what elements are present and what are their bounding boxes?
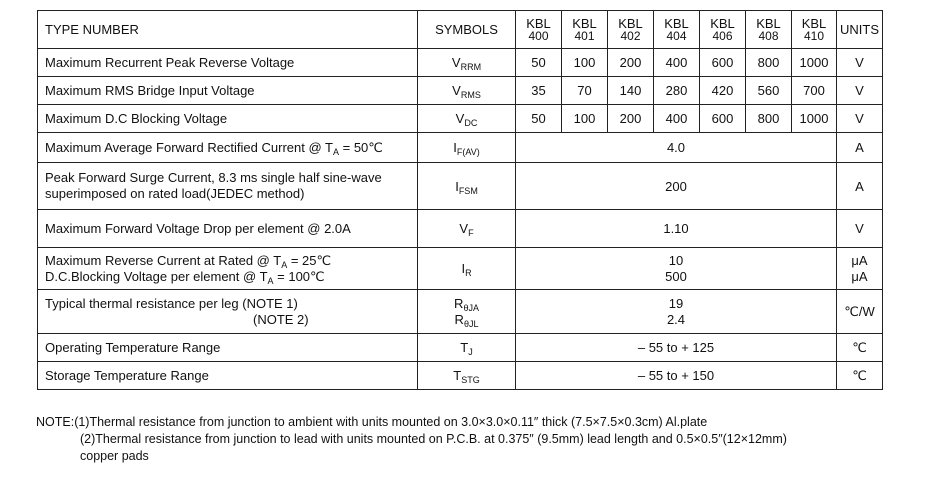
symbol-main: T <box>460 340 469 355</box>
param-text: = 100℃ <box>273 268 325 284</box>
model-code: 401 <box>574 28 595 43</box>
symbol-sub: F(AV) <box>456 147 480 157</box>
table-row <box>38 163 883 210</box>
unit-line: μA <box>851 252 868 268</box>
symbol-sub: DC <box>464 118 478 128</box>
symbol-sub: RRM <box>460 62 482 72</box>
value-cell: – 55 to + 150 <box>516 362 837 390</box>
symbol-cell <box>418 133 516 163</box>
value-line: 500 <box>665 268 687 284</box>
value-cell: 600 <box>700 105 746 133</box>
param-sub: A <box>267 275 274 286</box>
param-text: D.C.Blocking Voltage per element @ T <box>45 268 268 284</box>
symbol-cell <box>418 362 516 390</box>
symbol-cell <box>418 334 516 362</box>
value-cell: 1000 <box>792 105 837 133</box>
value-cell: 420 <box>700 77 746 105</box>
symbol-sub: J <box>468 347 473 357</box>
model-header <box>516 11 562 49</box>
symbol-sub: θJL <box>463 318 479 329</box>
model-prefix: KBL <box>664 15 689 31</box>
param-line <box>45 269 417 285</box>
model-code: 402 <box>620 28 641 43</box>
param-sub: A <box>281 259 288 270</box>
value-line: 10 <box>668 252 684 268</box>
unit-cell: A <box>837 163 883 210</box>
symbol-main: R <box>454 295 464 311</box>
symbol-sub: FSM <box>458 185 478 196</box>
symbol-sub: RMS <box>460 90 481 100</box>
param-line <box>45 253 417 269</box>
value-cell: 4.0 <box>516 133 837 163</box>
value-cell: 400 <box>654 105 700 133</box>
table-row <box>38 362 883 390</box>
value-cell: 35 <box>516 77 562 105</box>
symbol-cell <box>418 77 516 105</box>
symbol-line <box>418 296 515 312</box>
ratings-table <box>37 10 883 390</box>
unit-cell: V <box>837 105 883 133</box>
value-cell <box>516 290 837 334</box>
table-row <box>38 49 883 77</box>
unit-cell: ℃ <box>837 362 883 390</box>
param-text: = 25℃ <box>287 252 332 268</box>
param-text: = 50℃ <box>339 139 383 155</box>
notes-section <box>36 414 916 465</box>
value-cell: 200 <box>516 163 837 210</box>
model-prefix: KBL <box>756 15 781 31</box>
model-header <box>654 11 700 49</box>
parameter-label: Operating Temperature Range <box>38 334 418 362</box>
model-header <box>562 11 608 49</box>
value-cell: 50 <box>516 49 562 77</box>
model-code: 400 <box>528 28 549 43</box>
parameter-label <box>38 163 418 210</box>
symbol-sub: F <box>468 228 474 238</box>
value-line: 2.4 <box>666 311 686 327</box>
symbol-sub: STG <box>461 375 480 385</box>
table-row <box>38 77 883 105</box>
param-line: (NOTE 2) <box>253 311 309 327</box>
model-code: 404 <box>666 28 687 43</box>
symbol-cell <box>418 105 516 133</box>
value-cell: – 55 to + 125 <box>516 334 837 362</box>
parameter-label: Maximum D.C Blocking Voltage <box>38 105 418 133</box>
param-line: Peak Forward Surge Current, 8.3 ms single half sine-wave <box>45 170 382 185</box>
table-row <box>38 248 883 290</box>
parameter-label: Maximum RMS Bridge Input Voltage <box>38 77 418 105</box>
parameter-label: Maximum Forward Voltage Drop per element @ 2.0A <box>38 210 418 248</box>
symbol-cell <box>418 248 516 290</box>
parameter-label: Maximum Recurrent Peak Reverse Voltage <box>38 49 418 77</box>
value-cell: 100 <box>562 49 608 77</box>
param-text: Maximum Reverse Current at Rated @ T <box>45 252 282 268</box>
symbol-cell <box>418 49 516 77</box>
unit-cell: V <box>837 49 883 77</box>
symbol-main: V <box>459 221 469 236</box>
model-prefix: KBL <box>801 15 827 31</box>
symbol-cell <box>418 290 516 334</box>
model-code: 406 <box>712 28 733 43</box>
param-text: Maximum Average Forward Rectified Current @ T <box>45 139 333 155</box>
value-cell: 600 <box>700 49 746 77</box>
value-cell: 700 <box>792 77 837 105</box>
symbol-line <box>418 312 515 328</box>
model-code: 408 <box>758 28 779 43</box>
symbol-main: I <box>453 140 457 155</box>
value-cell: 100 <box>562 105 608 133</box>
model-prefix: KBL <box>572 15 597 31</box>
unit-line: μA <box>851 268 868 284</box>
table-row <box>38 290 883 334</box>
parameter-label <box>38 133 418 163</box>
value-cell: 140 <box>608 77 654 105</box>
symbol-sub: R <box>465 268 472 278</box>
note-line: copper pads <box>80 449 149 463</box>
parameter-label <box>38 248 418 290</box>
symbol-cell <box>418 210 516 248</box>
symbol-main: T <box>453 368 462 383</box>
model-prefix: KBL <box>710 15 735 31</box>
table-row <box>38 334 883 362</box>
note-line: (2)Thermal resistance from junction to lead with units mounted on P.C.B. at 0.375″ (9.5mm) lead length and 0.5×0.5″(12×12mm) <box>80 432 787 446</box>
type-number-header: TYPE NUMBER <box>38 11 418 49</box>
unit-cell: A <box>837 133 883 163</box>
model-header <box>746 11 792 49</box>
symbol-main: V <box>452 83 461 98</box>
model-prefix: KBL <box>526 15 551 31</box>
symbol-main: V <box>455 111 465 126</box>
value-cell: 200 <box>608 105 654 133</box>
value-cell: 70 <box>562 77 608 105</box>
value-cell: 800 <box>746 49 792 77</box>
param-line: Typical thermal resistance per leg (NOTE 1) <box>45 295 298 311</box>
param-sub: A <box>332 146 339 157</box>
model-header <box>608 11 654 49</box>
model-header <box>700 11 746 49</box>
header-row <box>38 11 883 49</box>
value-line: 19 <box>668 295 684 311</box>
model-header <box>792 11 837 49</box>
symbol-main: I <box>461 261 466 276</box>
model-code: 410 <box>803 28 825 43</box>
value-cell: 1.10 <box>516 210 837 248</box>
parameter-label: Storage Temperature Range <box>38 362 418 390</box>
value-cell: 200 <box>608 49 654 77</box>
table-row <box>38 133 883 163</box>
parameter-label <box>38 290 418 334</box>
unit-cell: ℃ <box>837 334 883 362</box>
symbol-cell <box>418 163 516 210</box>
symbols-header: SYMBOLS <box>418 11 516 49</box>
model-prefix: KBL <box>618 15 643 31</box>
table-row <box>38 105 883 133</box>
value-cell: 50 <box>516 105 562 133</box>
units-header: UNITS <box>837 11 883 49</box>
value-cell: 400 <box>654 49 700 77</box>
param-line: superimposed on rated load(JEDEC method) <box>45 186 305 201</box>
unit-cell <box>837 248 883 290</box>
value-cell: 1000 <box>792 49 837 77</box>
unit-cell: V <box>837 210 883 248</box>
unit-cell: ℃/W <box>837 290 883 334</box>
unit-cell: V <box>837 77 883 105</box>
table-row <box>38 210 883 248</box>
value-cell <box>516 248 837 290</box>
symbol-sub: θJA <box>463 302 479 313</box>
note-line: NOTE:(1)Thermal resistance from junction to ambient with units mounted on 3.0×3.0×0.11″ thick (7.5×7.5×0.3cm) Al.plate <box>36 415 708 429</box>
value-cell: 800 <box>746 105 792 133</box>
value-cell: 560 <box>746 77 792 105</box>
symbol-main: V <box>451 55 461 70</box>
symbol-main: I <box>455 178 459 194</box>
value-cell: 280 <box>654 77 700 105</box>
symbol-main: R <box>454 311 464 327</box>
